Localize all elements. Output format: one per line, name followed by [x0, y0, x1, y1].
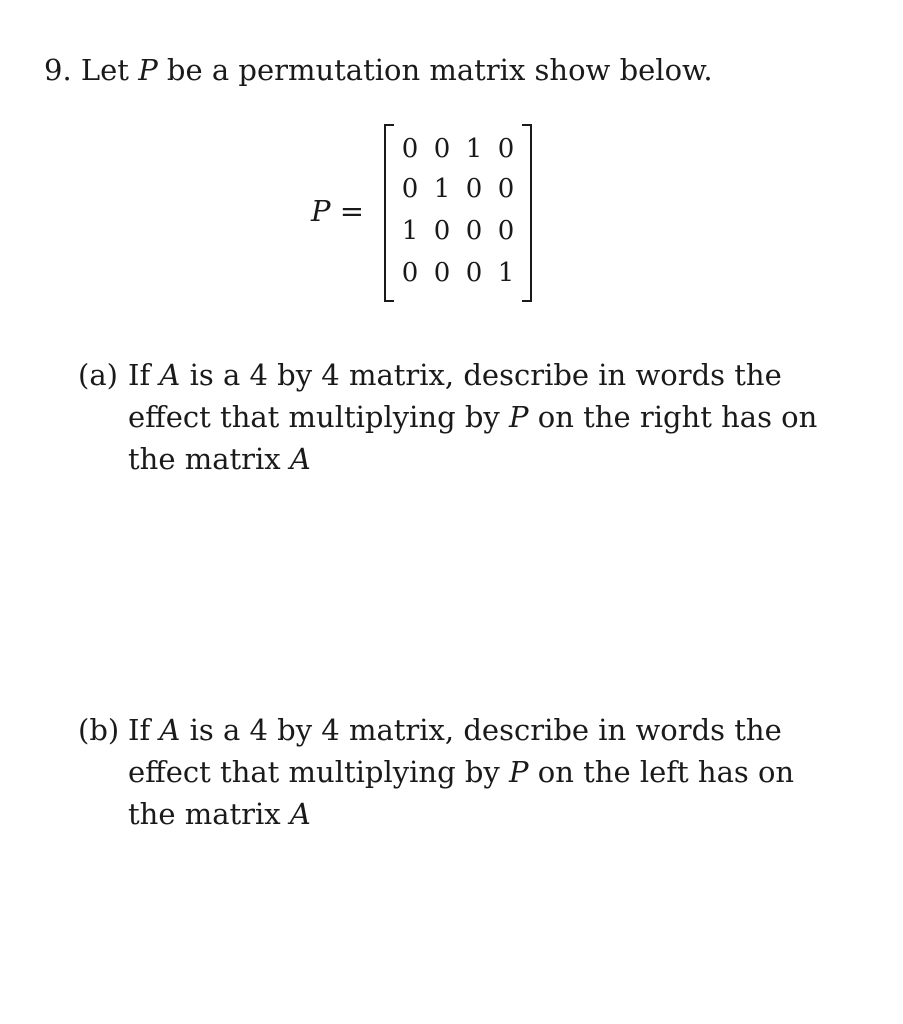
problem-statement — [44, 52, 713, 88]
part-a-variable: A — [159, 358, 181, 392]
part-b-text: is a 4 by 4 matrix, describe in words the — [189, 713, 782, 747]
part-a-text: the matrix — [128, 442, 281, 476]
part-a-text: If — [128, 358, 151, 392]
problem-intro-before: Let — [80, 53, 129, 87]
left-bracket — [384, 124, 394, 302]
matrix-cell: 1 — [433, 174, 451, 204]
part-a-line-1 — [128, 354, 782, 396]
matrix-cell: 0 — [465, 174, 483, 204]
matrix-label — [311, 193, 364, 229]
part-b-variable: A — [159, 713, 181, 747]
matrix-cell: 1 — [465, 134, 483, 164]
matrix-variable: P — [311, 194, 331, 228]
matrix-cell: 0 — [433, 258, 451, 288]
matrix-cell: 0 — [401, 258, 419, 288]
matrix-cell: 0 — [433, 134, 451, 164]
problem-intro-after: be a permutation matrix show below. — [166, 53, 713, 87]
matrix-cell: 0 — [465, 216, 483, 246]
part-a-text: is a 4 by 4 matrix, describe in words the — [189, 358, 782, 392]
part-a-variable: P — [509, 400, 529, 434]
matrix-cell: 0 — [401, 134, 419, 164]
part-b-variable: A — [289, 797, 311, 831]
part-b-line-1 — [128, 709, 782, 751]
part-a-line-2 — [128, 396, 817, 438]
part-b-label: (b) — [78, 713, 120, 747]
matrix-cell: 0 — [497, 134, 515, 164]
problem-variable: P — [138, 53, 158, 87]
part-a-line-3 — [128, 438, 311, 480]
part-b-text: If — [128, 713, 151, 747]
part-a-variable: A — [289, 442, 311, 476]
equals-sign: = — [339, 194, 365, 228]
matrix-cell: 1 — [497, 258, 515, 288]
problem-number: 9. — [44, 53, 72, 87]
part-a-text: on the right has on — [537, 400, 818, 434]
matrix-cell: 0 — [497, 216, 515, 246]
part-b-variable: P — [509, 755, 529, 789]
part-b-text: the matrix — [128, 797, 281, 831]
part-a-label: (a) — [78, 358, 118, 392]
part-b-line-3 — [128, 793, 311, 835]
right-bracket — [522, 124, 532, 302]
part-b-line-2 — [128, 751, 794, 793]
part-b-text: on the left has on — [537, 755, 795, 789]
matrix-cell: 0 — [401, 174, 419, 204]
matrix-cell: 0 — [465, 258, 483, 288]
matrix-cell: 1 — [401, 216, 419, 246]
part-a-text: effect that multiplying by — [128, 400, 500, 434]
matrix-cell: 0 — [497, 174, 515, 204]
part-b-text: effect that multiplying by — [128, 755, 500, 789]
permutation-matrix — [384, 124, 532, 302]
matrix-cell: 0 — [433, 216, 451, 246]
